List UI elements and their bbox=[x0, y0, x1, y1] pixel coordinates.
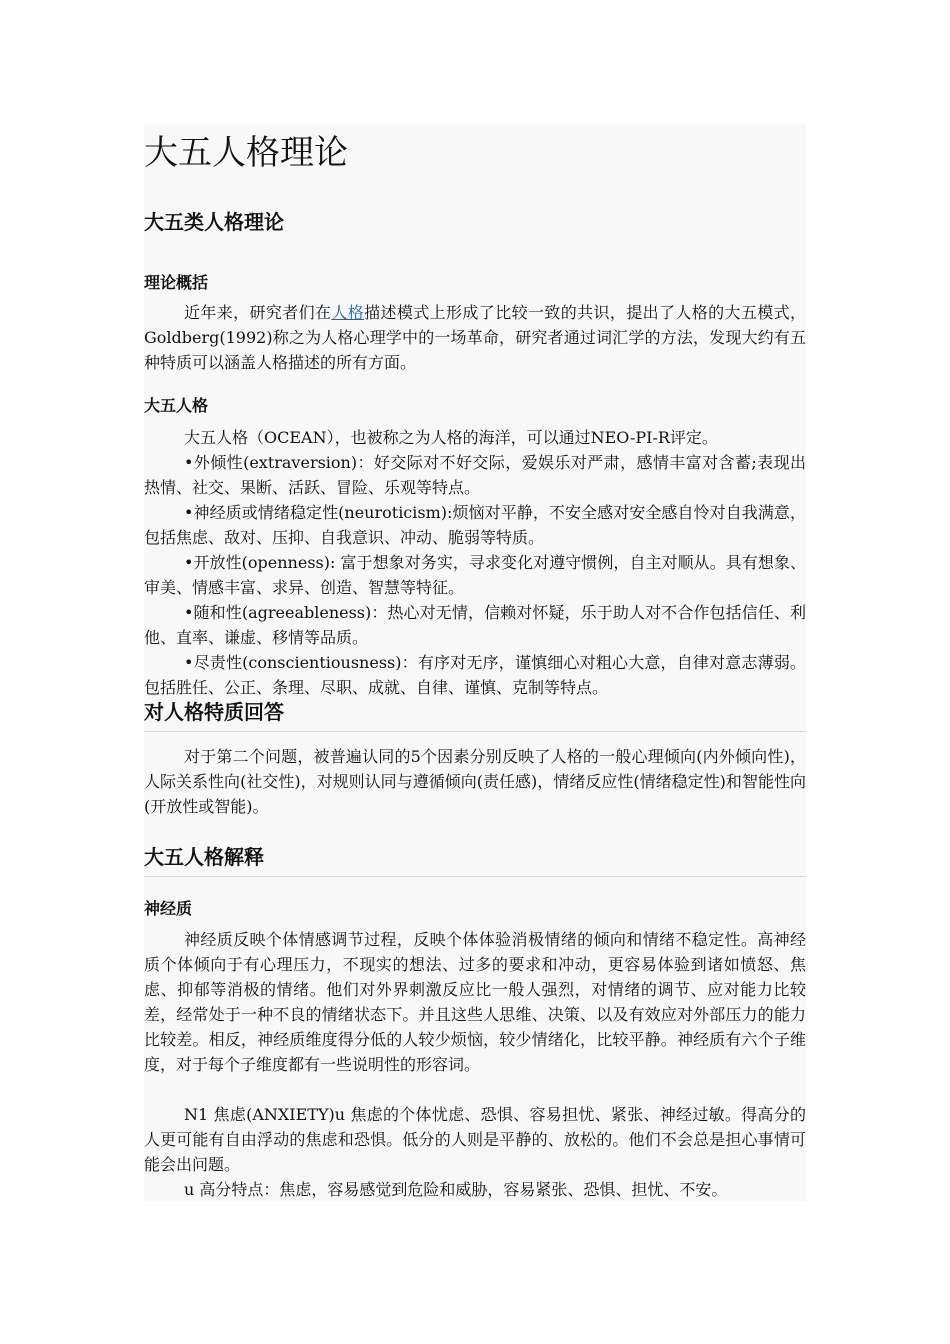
trait-conscientiousness: •尽责性(conscientiousness)：有序对无序，谨慎细心对粗心大意，自律对意志薄弱。包括胜任、公正、条理、尽职、成就、自律、谨慎、克制等特点。 bbox=[144, 653, 806, 697]
subheading-overview: 理论概括 bbox=[144, 273, 209, 292]
section-heading-explanation: 大五人格解释 bbox=[144, 845, 264, 869]
subheading-neuroticism: 神经质 bbox=[144, 899, 193, 918]
page-title: 大五人格理论 bbox=[144, 133, 348, 173]
trait-answer-paragraph: 对于第二个问题，被普遍认同的5个因素分别反映了人格的一般心理倾向(内外倾向性)，人际关系性向(社交性)，对规则认同与遵循倾向(责任感)，情绪反应性(情绪稳定性)和智能性向(开放性或智能)。 bbox=[144, 747, 806, 816]
section-divider bbox=[144, 876, 806, 877]
trait-neuroticism: •神经质或情绪稳定性(neuroticism):烦恼对平静，不安全感对安全感自怜对自我满意，包括焦虑、敌对、压抑、自我意识、冲动、脆弱等特质。 bbox=[144, 503, 806, 547]
document-page bbox=[144, 123, 806, 1201]
neuroticism-paragraph: 神经质反映个体情感调节过程，反映个体体验消极情绪的倾向和情绪不稳定性。高神经质个体倾向于有心理压力，不现实的想法、过多的要求和冲动，更容易体验到诸如愤怒、焦虑、抑郁等消极的情绪。他们对外界刺激反应比一般人强烈，对情绪的调节、应对能力比较差，经常处于一种不良的情绪状态下。并且这些人思维、决策、以及有效应对外部压力的能力比较差。相反，神经质维度得分低的人较少烦恼，较少情绪化，比较平静。神经质有六个子维度，对于每个子维度都有一些说明性的形容词。 bbox=[144, 930, 806, 1074]
section-divider bbox=[144, 731, 806, 732]
subheading-big-five: 大五人格 bbox=[144, 396, 209, 415]
overview-paragraph bbox=[144, 300, 806, 375]
overview-text-after-link: 描述模式上形成了比较一致的共识，提出了人格的大五模式， Goldberg(1992)称之为人格心理学中的一场革命，研究者通过词汇学的方法，发现大约有五种特质可以涵盖人格描述的所有方面。 bbox=[144, 303, 806, 372]
anxiety-high-score-paragraph: u 高分特点：焦虑，容易感觉到危险和威胁，容易紧张、恐惧、担忧、不安。 bbox=[184, 1180, 728, 1199]
personality-link[interactable]: 人格 bbox=[331, 303, 365, 322]
trait-openness: •开放性(openness): 富于想象对务实，寻求变化对遵守惯例，自主对顺从。具有想象、审美、情感丰富、求异、创造、智慧等特征。 bbox=[144, 553, 806, 597]
trait-extraversion: •外倾性(extraversion)：好交际对不好交际，爱娱乐对严肃，感情丰富对含蓄;表现出热情、社交、果断、活跃、冒险、乐观等特点。 bbox=[144, 453, 806, 497]
section-heading-big-five-theory: 大五类人格理论 bbox=[144, 210, 284, 234]
section-heading-trait-answer: 对人格特质回答 bbox=[144, 700, 284, 724]
trait-agreeableness: •随和性(agreeableness)：热心对无情，信赖对怀疑，乐于助人对不合作包括信任、利他、直率、谦虚、移情等品质。 bbox=[144, 603, 806, 647]
anxiety-paragraph: N1 焦虑(ANXIETY)u 焦虑的个体忧虑、恐惧、容易担忧、紧张、神经过敏。得高分的人更可能有自由浮动的焦虑和恐惧。低分的人则是平静的、放松的。他们不会总是担心事情可能会出问题。 bbox=[144, 1105, 806, 1174]
overview-text-before-link: 近年来，研究者们在 bbox=[184, 303, 332, 322]
big-five-intro: 大五人格（OCEAN），也被称之为人格的海洋，可以通过NEO-PI-R评定。 bbox=[184, 428, 718, 447]
